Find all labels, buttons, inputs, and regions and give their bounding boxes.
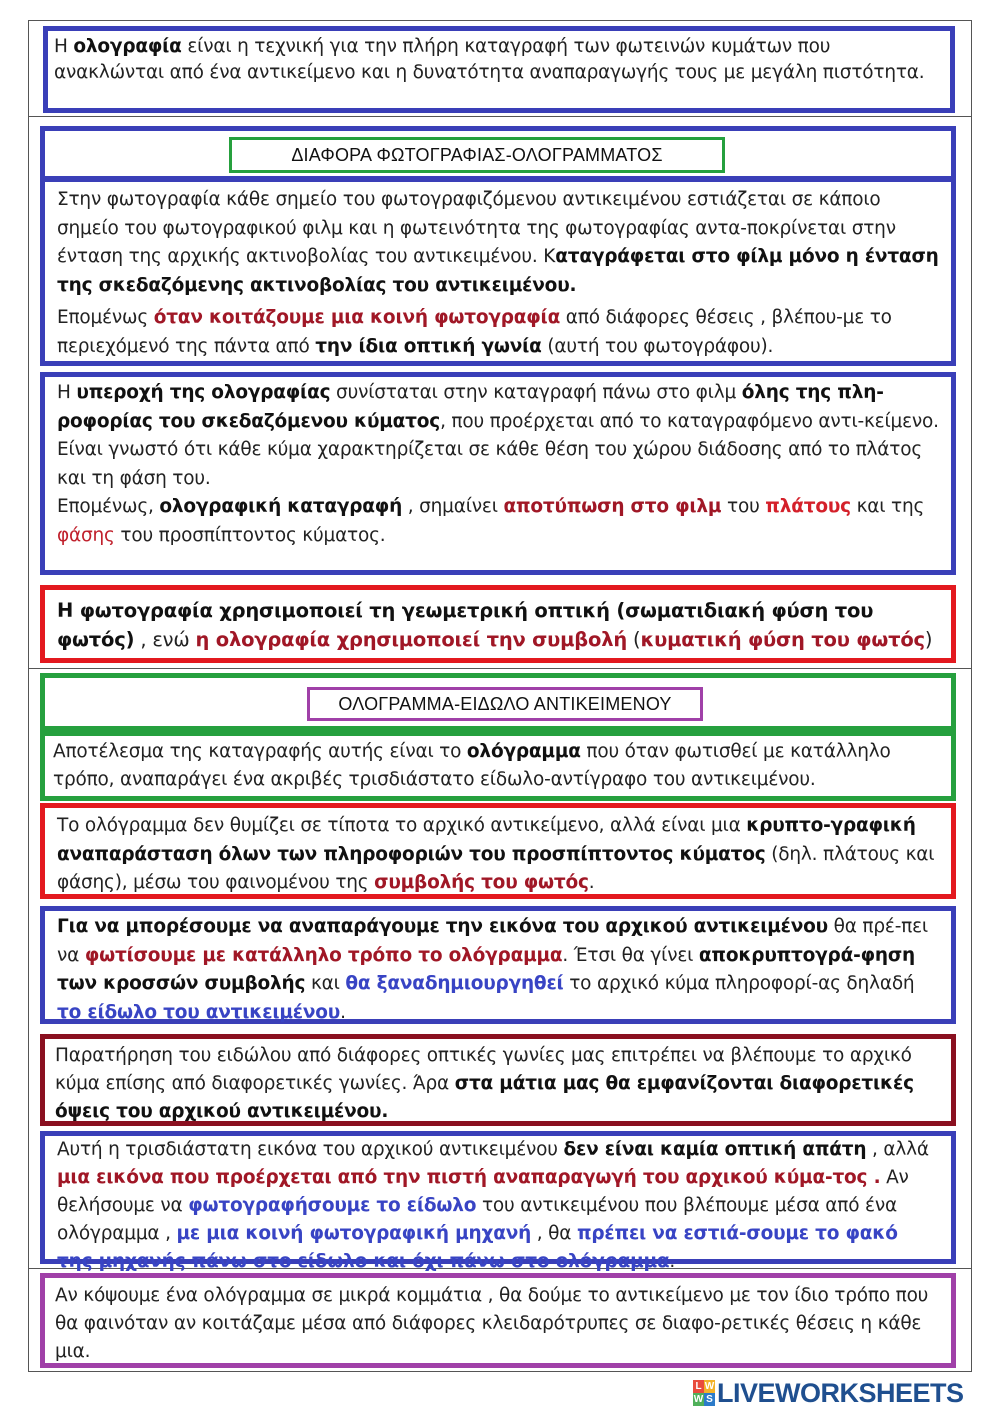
photo-explanation-box <box>40 177 956 366</box>
section2-title: ΟΛΟΓΡΑΜΜΑ-ΕΙΔΩΛΟ ΑΝΤΙΚΕΙΜΕΝΟΥ <box>307 687 703 721</box>
intro-box <box>43 26 955 113</box>
illusion-text: Αυτή η τρισδιάστατη εικόνα του αρχικού αντικειμένου δεν είναι καμία οπτική απάτη , αλλά μια εικόνα που προέρχεται από την πιστή αναπαραγωγή του αρχικού κύμα-τος . Αν θελήσουμε να φωτογραφήσουμε το είδωλο του αντικειμένου που βλέπουμε μέσα από ένα ολόγραμμα , με μια κοινή φωτογραφική μηχανή , θα πρέπει να εστιά-σουμε το φακό της μηχανής πάνω στο είδωλο και όχι πάνω στο ολόγραμμα. <box>57 1139 929 1272</box>
observation-text: Παρατήρηση του ειδώλου από διάφορες οπτικές γωνίες μας επιτρέπει να βλέπουμε το αρχικό κύμα επίσης από διαφορετικές γωνίες. Άρα στα μάτια μας θα εμφανίζονται διαφορετικές όψεις του αρχικού αντικειμένου. <box>55 1045 914 1122</box>
hologram-result-box <box>40 731 956 801</box>
cryptographic-box <box>40 803 956 899</box>
wave-paragraph: Είναι γνωστό ότι κάθε κύμα χαρακτηρίζεται σε κάθε θέση του χώρου διάδοσης από το πλάτος και τη φάση του. <box>57 439 923 489</box>
liveworksheets-logo <box>693 1378 964 1408</box>
illusion-box <box>40 1131 956 1272</box>
section1-title: ΔΙΑΦΟΡΑ ΦΩΤΟΓΡΑΦΙΑΣ-ΟΛΟΓΡΑΜΜΑΤΟΣ <box>229 137 725 173</box>
pieces-text: Αν κόψουμε ένα ολόγραμμα σε μικρά κομμάτια , θα δούμε το αντικείμενο με τον ίδιο τρόπο που θα φαινόταν αν κοιτάζαμε μέσα από διάφορες κλειδαρότρυπες σε διαφο-ρετικές θέσεις η κάθε μια. <box>55 1285 929 1362</box>
photo-paragraph: Στην φωτογραφία κάθε σημείο του φωτογραφιζόμενου αντικειμένου εστιάζεται σε κάποιο σημείο του φωτογραφικού φιλμ και η φωτεινότητα της φωτογραφίας αντα-ποκρίνεται στην ένταση της αρχικής ακτινοβολίας του αντικειμένου. Καταγράφεται στο φίλμ μόνο η ένταση της σκεδαζόμενης ακτινοβολίας του αντικειμένου. <box>57 189 939 296</box>
recording-paragraph: Επομένως, ολογραφική καταγραφή , σημαίνει αποτύπωση στο φιλμ του πλάτους και της φάσης του προσπίπτοντος κύματος. <box>57 496 925 546</box>
section-divider <box>28 116 972 117</box>
photo-paragraph-2: Επομένως όταν κοιτάζουμε μια κοινή φωτογραφία από διάφορες θέσεις , βλέπου-με το περιεχόμενό της πάντα από την ίδια οπτική γωνία (αυτή του φωτογράφου). <box>57 307 892 357</box>
comparison-text: Η φωτογραφία χρησιμοποιεί τη γεωμετρική οπτική (σωματιδιακή φύση του φωτός) , ενώ η ολογραφία χρησιμοποιεί την συμβολή (κυματική φύση του φωτός) <box>57 599 933 651</box>
reproduction-text: Για να μπορέσουμε να αναπαράγουμε την εικόνα του αρχικού αντικειμένου θα πρέ-πει να φωτίσουμε με κατάλληλο τρόπο το ολόγραμμα. Έτσι θα γίνει αποκρυπτογρά-φηση των κροσσών συμβολής και θα ξαναδημιουργηθεί το αρχικό κύμα πληροφορί-ας δηλαδή το είδωλο του αντικειμένου. <box>57 916 928 1023</box>
logo-mark-icon: L W W S <box>693 1381 715 1405</box>
logo-text: LIVEWORKSHEETS <box>717 1377 964 1408</box>
cryptographic-text: Το ολόγραμμα δεν θυμίζει σε τίποτα το αρχικό αντικείμενο, αλλά είναι μια κρυπτο-γραφική αναπαράσταση όλων των πληροφοριών του προσπίπτοντος κύματος (δηλ. πλάτους και φάσης), μέσω του φαινομένου της συμβολής του φωτός. <box>57 815 935 893</box>
reproduction-box <box>40 906 956 1024</box>
observation-box <box>40 1034 956 1126</box>
section-divider <box>28 668 972 669</box>
intro-text: Η ολογραφία είναι η τεχνική για την πλήρη καταγραφή των φωτεινών κυμάτων που ανακλώνται από ένα αντικείμενο και η δυνατότητα αναπαραγωγής τους με μεγάλη πιστότητα. <box>54 36 925 83</box>
comparison-box <box>40 585 956 663</box>
result-text: Αποτέλεσμα της καταγραφής αυτής είναι το ολόγραμμα που όταν φωτισθεί με κατάλληλο τρόπο, αναπαράγει ένα ακριβές τρισδιάστατο είδωλο-αντίγραφο του αντικειμένου. <box>53 741 891 790</box>
hologram-pieces-box <box>40 1273 956 1368</box>
superiority-paragraph: Η υπεροχή της ολογραφίας συνίσταται στην καταγραφή πάνω στο φιλμ όλης της πλη-ροφορίας του σκεδαζόμενου κύματος, που προέρχεται από το καταγραφόμενο αντι-κείμενο. <box>57 382 939 432</box>
holography-superiority-box <box>40 372 956 575</box>
